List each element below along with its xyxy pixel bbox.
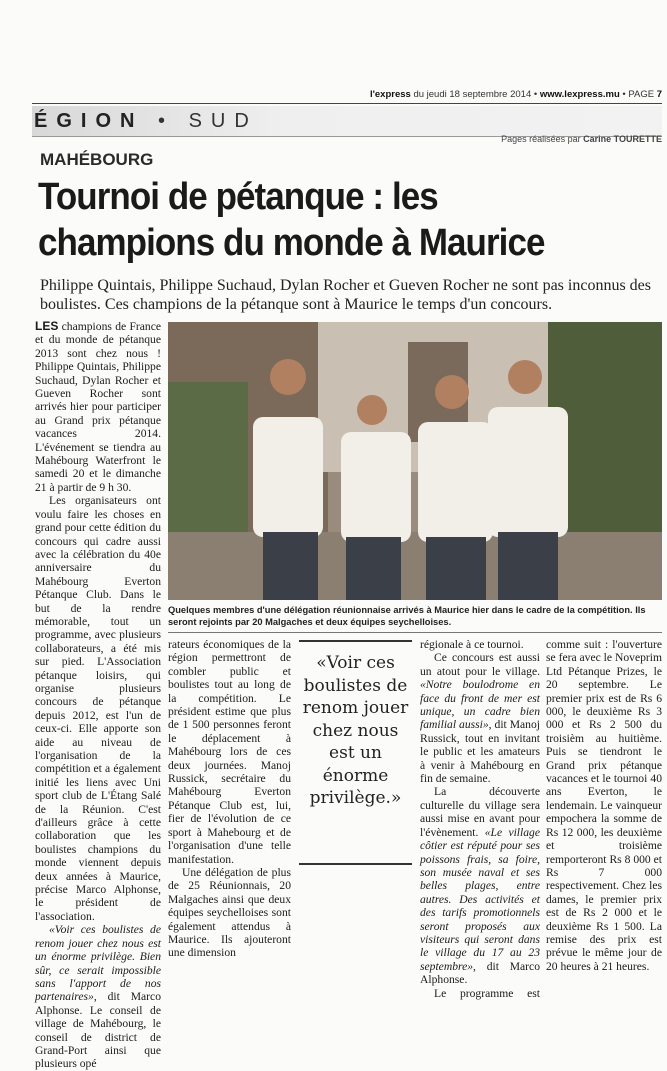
paragraph: Une délégation de plus de 25 Réunionnais, 20 Malgaches ainsi que deux équipes seychelloises sont également attendus à Maurice. Ils ajouteront une dimension — [168, 865, 291, 960]
paragraph: régionale à ce tournoi. — [420, 638, 524, 651]
separator: • — [533, 89, 538, 100]
paragraph — [420, 651, 540, 785]
quote: «Notre boulodrome en face du front de mer est unique, un cadre bien familial aussi» — [420, 678, 540, 732]
article-column-3 — [420, 638, 540, 1000]
byline — [400, 134, 662, 144]
separator: • — [158, 110, 175, 132]
divider — [32, 103, 662, 104]
photo-caption: Quelques membres d'une délégation réunionnaise arrivés à Maurice hier dans le cadre de la compétition. Ils seront rejoints par 20 Malgaches et deux équipes seychelloises. — [168, 605, 646, 627]
paragraph: Les organisateurs ont voulu faire les choses en grand pour cette édition du concours qui cadre aussi avec la célébration du 40e anniversaire du Mahébourg Everton Pétanque Club. Dans le but de la rendre mémorable, tout un programme, avec plusieurs collaborateurs, a été mis sur pied. L'Association pétanque loisirs, qui organise plusieurs concours de pétanque depuis 2012, est l'un de ceux-ci. Elle apporte son aide au niveau de l'organisation de la compétition et a également initié les liens avec Uni sport club de L'Étang Salé de la Réunion. C'est d'ailleurs grâce à cette collaboration que les boulistes champions du monde viennent depuis deux années à Maurice, précise Marco Alphonse, le président de l'association. — [35, 494, 161, 923]
page-label: PAGE — [628, 89, 655, 100]
byline-author: Carine TOURETTE — [583, 134, 662, 144]
issue-date: du jeudi 18 septembre 2014 — [413, 89, 532, 100]
kicker: MAHÉBOURG — [40, 150, 154, 169]
article-column-2 — [168, 638, 291, 960]
divider — [168, 632, 662, 633]
paragraph-text: , dit Manoj Russick, tout en invitant le public et les amateurs à venir à Mahébourg en fin de semaine. — [420, 718, 540, 786]
deck: Philippe Quintais, Philippe Suchaud, Dylan Rocher et Gueven Rocher ne sont pas inconnus des boulistes. Ces champions de la pétanque sont à Maurice le temps d'un concours. — [40, 277, 652, 313]
paragraph — [35, 923, 161, 1070]
quote: «Voir ces boulistes de renom jouer chez nous est un énorme privilège. Bien sûr, ce serait impossible sans l'apport de nos partenaires» — [35, 923, 161, 1004]
paragraph: champions de France et du monde de pétanque 2013 sont chez nous ! Philippe Quintais, Philippe Suchaud, Dylan Rocher et Gueven Rocher sont arrivés hier pour participer au Grand prix pétanque vacances 2014. L'événement se tiendra au Mahébourg Waterfront le samedi 20 et le dimanche 21 à partir de 9 h 30. — [35, 320, 161, 494]
quote: «Le village côtier est réputé pour ses poissons frais, sa foire, son musée naval et ses belles plages, entre autres. Des activités et des tarifs promotionnels seront proposés aux visiteurs qui seront dans le village du 17 au 23 septembre» — [420, 825, 540, 973]
paragraph: Le programme est — [434, 986, 540, 1000]
paragraph: comme suit : l'ouverture se fera avec le Noveprim Ltd Pétanque Prizes, le 20 septembre. Le premier prix est de Rs 6 000, le deuxième Rs 3 000 et Rs 2 500 du troisièm au huitième. Puis se tiendront le Grand prix pétanque vacances et le tournoi 40 ans Everton, le lendemain. Le vainqueur empochera la somme de Rs 12 000, les deuxième et troisième remporteront Rs 8 000 et Rs 7 000 respectivement. Chez les dames, le premier prix est de Rs 2 000 et le deuxième Rs 1 500. La remise des prix est prévue le même jour de 20 heures à 21 heures. — [546, 638, 662, 973]
article-column-1 — [35, 320, 161, 1071]
headline: Tournoi de pétanque : les champions du monde à Maurice — [38, 176, 545, 264]
paragraph-text: La découverte culturelle du village sera aussi mise en avant pour l'évènement. — [420, 785, 540, 839]
pull-quote: «Voir ces boulistes de renom jouer chez nous est un énorme privilège.» — [299, 640, 412, 865]
newspaper-name: l'express — [369, 89, 411, 100]
website-link[interactable]: www.lexpress.mu — [539, 89, 620, 100]
lead-word: LES — [35, 319, 59, 333]
photo-illustration — [168, 322, 662, 600]
page-number: 7 — [656, 89, 662, 100]
paragraph: rateurs économiques de la région permettront de combler public et boulistes tout au long de la compétition. Le président estime que plus de 1 500 personnes feront le déplacement à Mahébourg lors de ces deux journées. Manoj Russick, secrétaire du Mahébourg Everton Pétanque Club est, lui, fier de l'évolution de ce sport à Mahebourg et de l'organisation d'une telle manifestation. — [168, 638, 291, 866]
article-photo — [168, 322, 662, 600]
separator: • — [622, 89, 626, 100]
section-subname: SUD — [188, 110, 258, 132]
section-name: ÉGION — [34, 110, 144, 132]
paragraph-text: , dit Marco Alphonse. — [420, 959, 540, 987]
byline-prefix: Pages réalisées par — [501, 134, 581, 144]
page-header-info — [230, 89, 662, 101]
section-title — [34, 110, 258, 133]
article-column-4 — [546, 638, 662, 973]
paragraph-text: , dit Marco Alphonse. Le conseil de village de Mahébourg, le conseil de district de Grand-Port ainsi que plusieurs opé — [35, 990, 161, 1071]
paragraph — [420, 785, 540, 986]
paragraph-text: Ce concours est aussi un atout pour le village. — [420, 651, 540, 678]
